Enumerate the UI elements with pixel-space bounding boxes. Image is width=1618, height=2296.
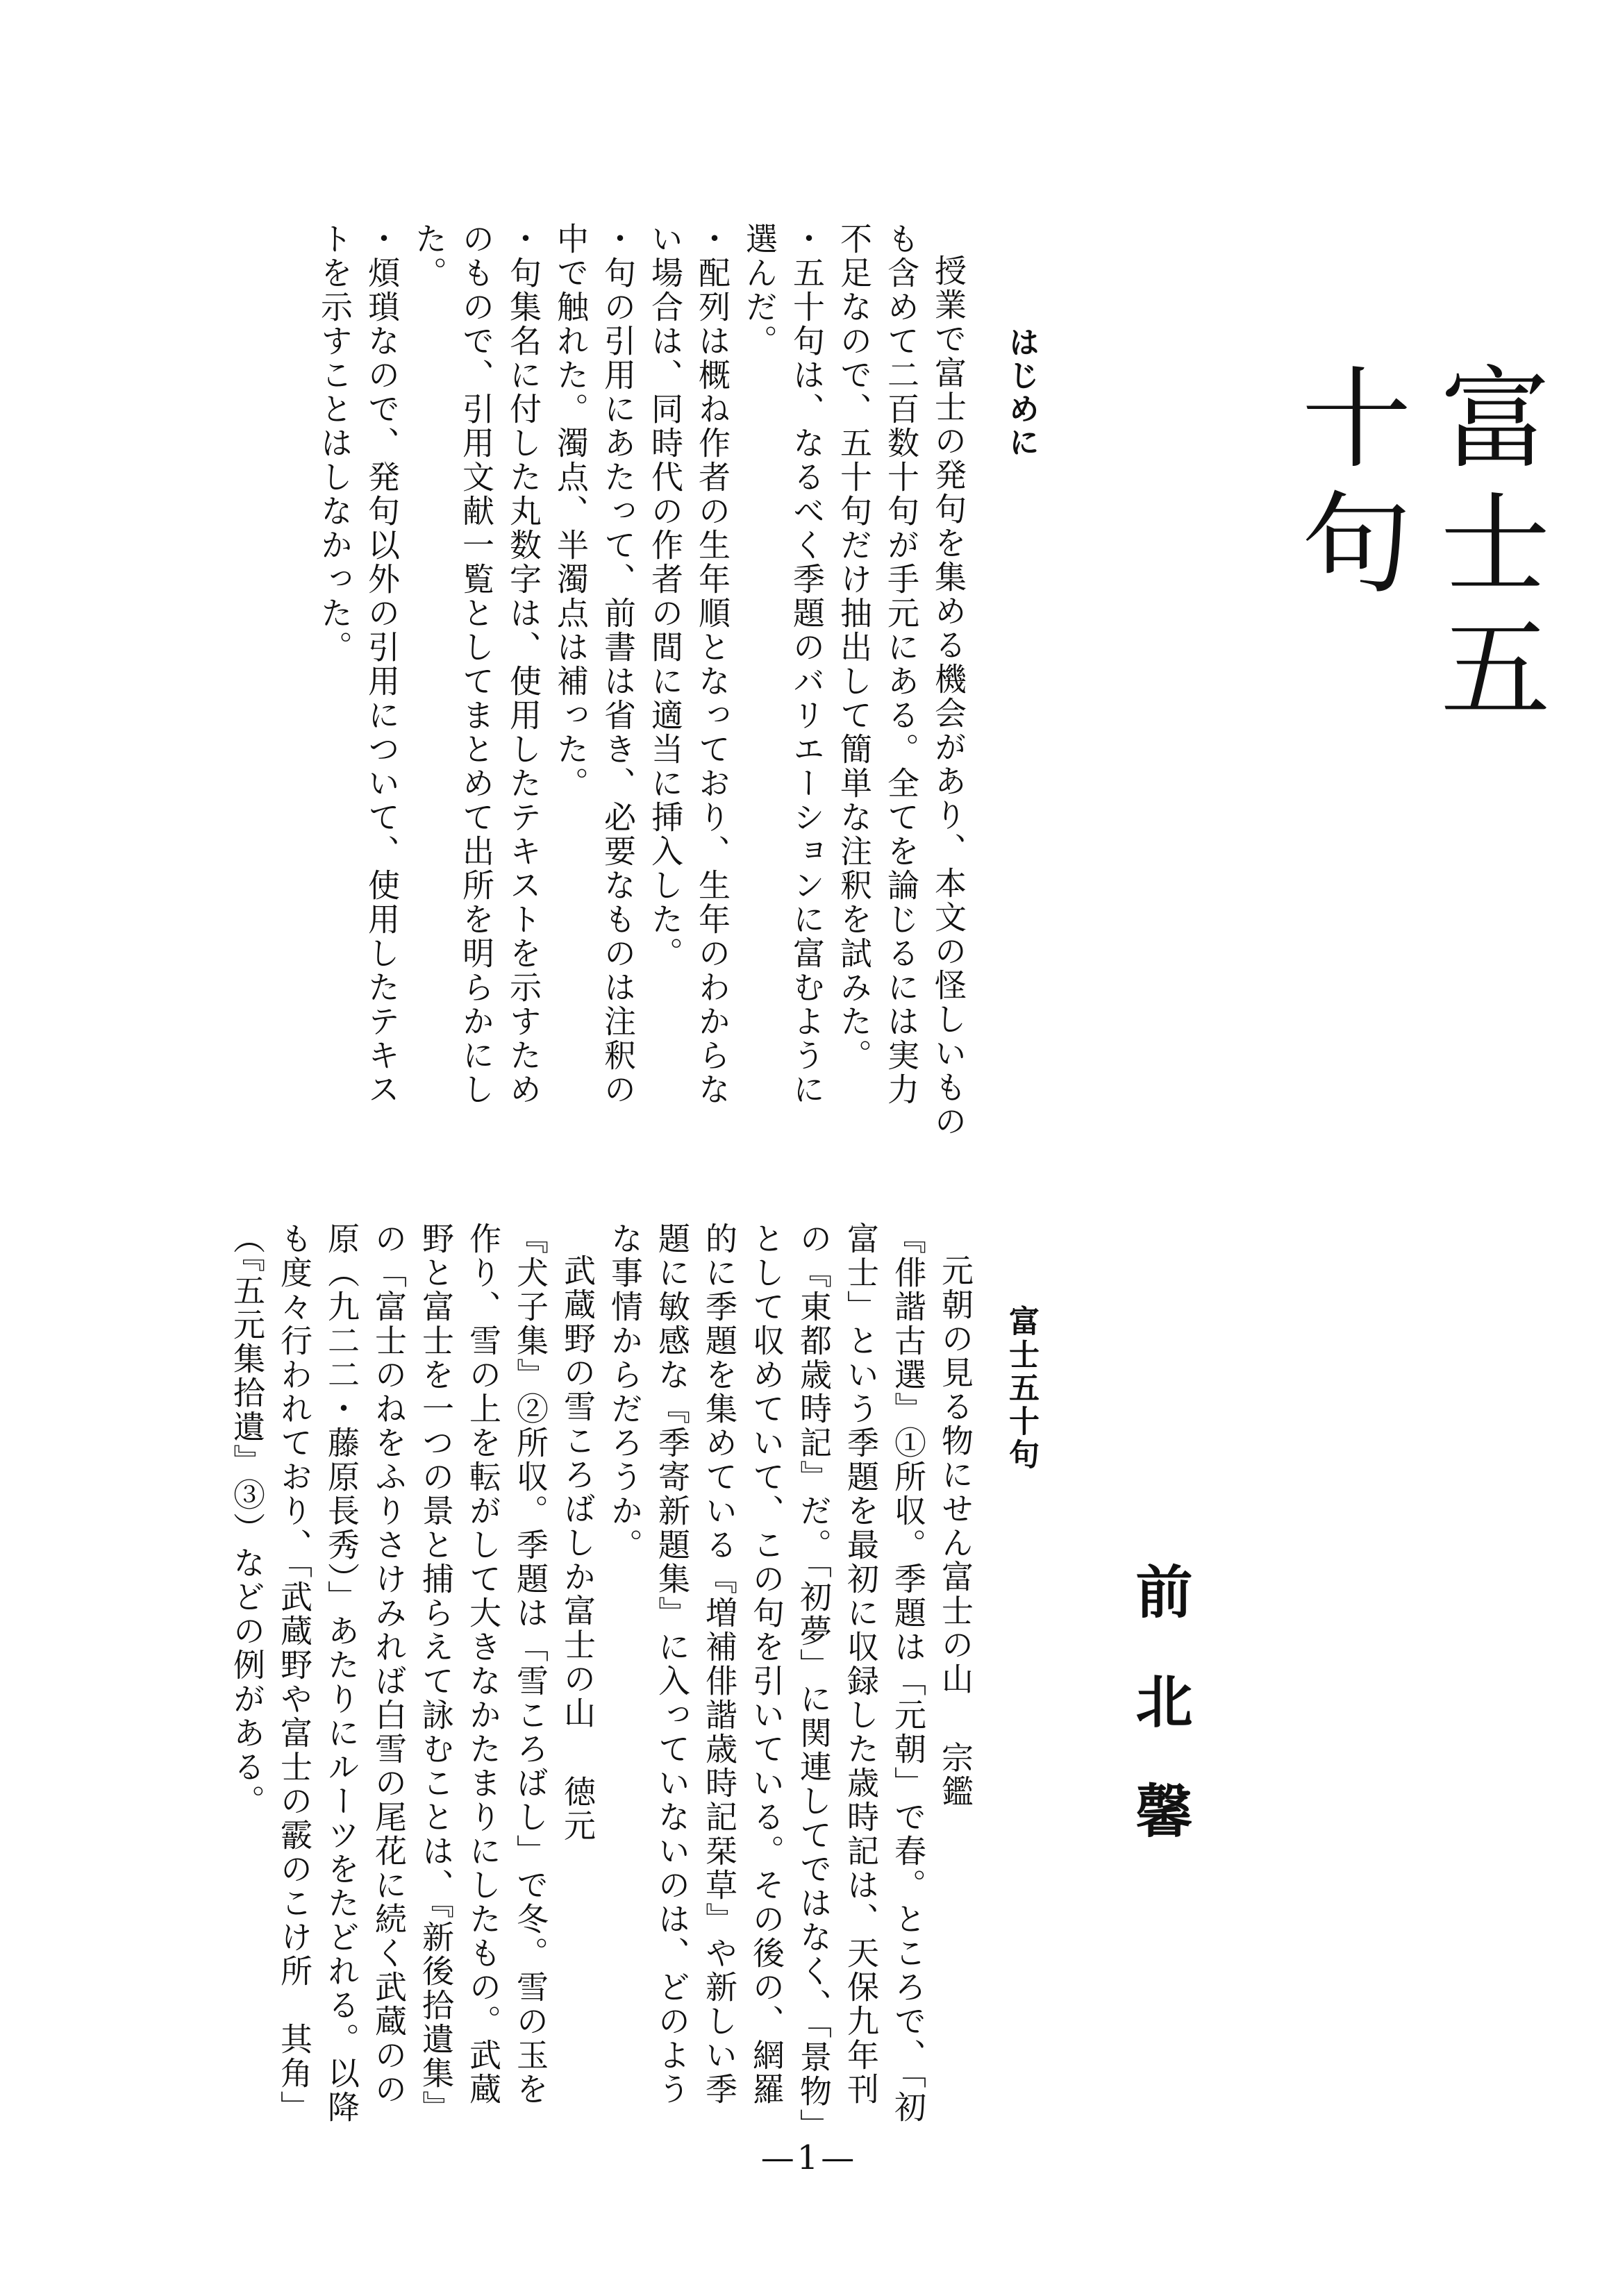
haiku-line xyxy=(932,1222,979,2128)
intro-heading: はじめに xyxy=(1003,326,1039,460)
haiku-poet: 徳元 xyxy=(559,1775,597,1843)
page-number: —1— xyxy=(760,2138,858,2177)
haiku-text: 武蔵野の雪ころばしか富士の山 xyxy=(559,1254,597,1730)
intro-bullet: ・五十句は、なるべく季題のバリエーションに富むように選んだ。 xyxy=(741,222,826,1107)
main-heading: 富士五十句 xyxy=(1003,1305,1039,1472)
page-title: 富士五十句 xyxy=(1283,361,1550,736)
intro-bullet: ・句の引用にあたって、前書は省き、必要なものは注釈の中で触れた。濁点、半濁点は補った。 xyxy=(552,222,637,1107)
intro-bullet: ・配列は概ね作者の生年順となっており、生年のわからない場合は、同時代の作者の間に適当に挿入した。 xyxy=(647,222,731,1107)
intro-bullet: ・句集名に付した丸数字は、使用したテキストを示すためのもので、引用文献一覧としてまとめて出所を明らかにした。 xyxy=(410,222,542,1107)
haiku-poet: 宗鑑 xyxy=(937,1741,974,1809)
commentary-paragraph: 『犬子集』②所収。季題は「雪ころばし」で冬。雪の玉を作り、雪の上を転がして大きなかたまりにしたもの。武蔵野と富士を一つの景と捕らえて詠むことは、『新後拾遺集』の「富士のねをふりさけみれば白雪の尾花に続く武蔵のの原（九二二・藤原長秀）」あたりにルーツをたどれる。以降も度々行われており、「武蔵野や富士の霰のこけ所 其角」（『五元集拾遺』③）などの例がある。 xyxy=(228,1222,549,2125)
author-name: 前北馨 xyxy=(1126,1562,1193,1891)
main-section xyxy=(146,1222,979,2128)
intro-bullet: ・煩瑣なので、発句以外の引用について、使用したテキストを示すことはしなかった。 xyxy=(316,222,401,1107)
intro-lead-paragraph: 授業で富士の発句を集める機会があり、本文の怪しいものも含めて二百数十句が手元にある。全てを論じるには実力不足なので、五十句だけ抽出して簡単な注釈を試みた。 xyxy=(835,222,967,1139)
commentary-paragraph: 『俳諧古選』①所収。季題は「元朝」で春。ところで、「初富士」という季題を最初に収録した歳時記は、天保九年刊の『東都歳時記』だ。「初夢」に関連してではなく、「景物」として収めていて、この句を引いている。その後の、網羅的に季題を集めている『増補俳諧歳時記栞草』や新しい季題に敏感な『季寄新題集』に入っていないのは、どのような事情からだろうか。 xyxy=(606,1222,927,2127)
haiku-line xyxy=(554,1222,601,2128)
haiku-text: 元朝の見る物にせん富士の山 xyxy=(937,1254,974,1696)
intro-section xyxy=(278,222,972,1139)
